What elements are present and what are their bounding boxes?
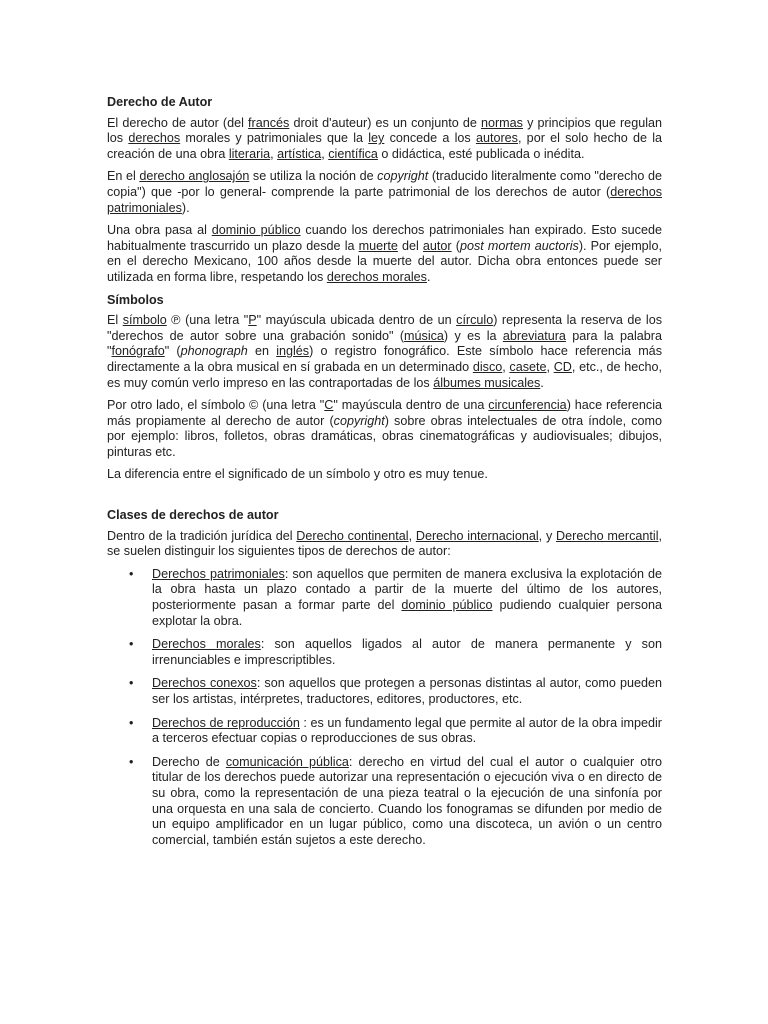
text-run: : son aquellos ligados al autor de manera permanente y son irrenunciables e imprescriptibles. bbox=[152, 637, 662, 667]
link-derechos-morales[interactable]: Derechos morales bbox=[152, 637, 261, 652]
text-run: ) representa la reserva de los "derechos de autor sobre una grabación sonido" ( bbox=[107, 313, 663, 343]
text-run: , bbox=[502, 359, 510, 374]
bullet-icon: • bbox=[129, 715, 134, 730]
text-run: o didáctica, esté publicada o inédita. bbox=[377, 146, 585, 161]
link-c[interactable]: C bbox=[324, 398, 334, 413]
text-run: , bbox=[270, 146, 278, 161]
text-run: . bbox=[540, 375, 544, 390]
text-run: Dentro de la tradición jurídica del bbox=[107, 528, 297, 543]
text-run: , y bbox=[538, 528, 557, 543]
paragraph-clases-intro bbox=[107, 529, 662, 560]
link-derechos-conexos[interactable]: Derechos conexos bbox=[152, 676, 257, 691]
paragraph-definicion bbox=[107, 116, 662, 163]
section-spacer bbox=[107, 490, 662, 508]
link-dominio-publico[interactable]: dominio público bbox=[211, 223, 301, 238]
bullet-icon: • bbox=[129, 754, 134, 769]
link-autor[interactable]: autor bbox=[422, 238, 452, 253]
text-run: : son aquellos que permiten de manera exclusiva la explotación de la obra hasta un plazo contado a partir de la muerte del último de los autores, posteriormente pasan a formar parte del bbox=[152, 566, 662, 613]
text-run: Por otro lado, el símbolo © (una letra " bbox=[107, 398, 325, 413]
text-run: Derecho de bbox=[152, 754, 226, 769]
paragraph-simbolo-c bbox=[107, 398, 662, 460]
text-run: concede a los bbox=[384, 131, 476, 146]
list-tipos-derechos bbox=[107, 567, 662, 849]
link-derechos[interactable]: derechos bbox=[128, 131, 181, 146]
term-phonograph: phonograph bbox=[180, 344, 248, 359]
link-circunferencia[interactable]: circunferencia bbox=[488, 398, 567, 413]
list-item bbox=[107, 755, 662, 849]
term-copyright: copyright bbox=[333, 413, 385, 428]
paragraph-simbolo-p bbox=[107, 313, 662, 391]
text-run: , se suelen distinguir los siguientes tipos de derechos de autor: bbox=[107, 528, 663, 559]
text-run: en bbox=[247, 344, 277, 359]
text-run: y principios que regulan los bbox=[107, 115, 663, 146]
text-run: El bbox=[107, 313, 123, 328]
text-run: , bbox=[321, 146, 329, 161]
list-item bbox=[107, 676, 662, 707]
link-cientifica[interactable]: científica bbox=[328, 146, 378, 161]
link-albumes-musicales[interactable]: álbumes musicales bbox=[433, 375, 541, 390]
document-content bbox=[107, 95, 662, 856]
bullet-icon: • bbox=[129, 637, 134, 652]
term-copyright: copyright bbox=[377, 169, 429, 184]
link-abreviatura[interactable]: abreviatura bbox=[502, 328, 566, 343]
link-simbolo[interactable]: símbolo bbox=[122, 313, 167, 328]
text-run: (traducido literalmente como "derecho de copia") que -por lo general- comprende la parte patrimonial de los derechos de autor ( bbox=[107, 169, 662, 199]
link-ingles[interactable]: inglés bbox=[276, 344, 310, 359]
list-item bbox=[107, 567, 662, 629]
link-derecho-internacional[interactable]: Derecho internacional bbox=[415, 528, 539, 543]
link-fonografo[interactable]: fonógrafo bbox=[111, 344, 165, 359]
text-run: " mayúscula ubicada dentro de un bbox=[256, 313, 457, 328]
link-derechos-patrimoniales[interactable]: derechos patrimoniales bbox=[107, 184, 662, 215]
link-literaria[interactable]: literaria bbox=[228, 146, 271, 161]
list-item bbox=[107, 637, 662, 668]
link-cd[interactable]: CD bbox=[553, 359, 572, 374]
text-run: En el bbox=[107, 169, 140, 184]
text-run: " ( bbox=[164, 344, 181, 359]
link-muerte[interactable]: muerte bbox=[358, 238, 398, 253]
text-run: se utiliza la noción de bbox=[249, 169, 378, 184]
text-run: , por el solo hecho de la creación de una obra bbox=[107, 131, 662, 161]
text-run: : es un fundamento legal que permite al autor de la obra impedir a terceros efectuar copias o reproducciones de sus obras. bbox=[152, 715, 662, 746]
link-derecho-continental[interactable]: Derecho continental bbox=[296, 528, 409, 543]
link-ley[interactable]: ley bbox=[368, 131, 385, 146]
link-casete[interactable]: casete bbox=[509, 359, 547, 374]
paragraph-diferencia: La diferencia entre el significado de un símbolo y otro es muy tenue. bbox=[107, 467, 488, 482]
text-run: Una obra pasa al bbox=[107, 223, 212, 238]
text-run: para la palabra " bbox=[107, 328, 662, 359]
text-run: ℗ (una letra " bbox=[166, 313, 249, 328]
text-run: droit d'auteur) es un conjunto de bbox=[289, 115, 481, 130]
text-run: , etc., de hecho, es muy común verlo impreso en las contraportadas de los bbox=[107, 359, 663, 390]
text-run: El derecho de autor (del bbox=[107, 115, 249, 130]
link-artistica[interactable]: artística bbox=[277, 146, 322, 161]
link-autores[interactable]: autores bbox=[475, 131, 518, 146]
link-p[interactable]: P bbox=[248, 313, 257, 328]
bullet-icon: • bbox=[129, 676, 134, 691]
text-run: ) hace referencia más propiamente al derecho de autor ( bbox=[107, 398, 663, 428]
text-run: ) o registro fonográfico. Este símbolo hace referencia más directamente a la obra musical en sí grabada en un determinado bbox=[107, 344, 662, 374]
text-run: ( bbox=[451, 238, 460, 253]
text-run: , bbox=[408, 528, 416, 543]
text-run: ) sobre obras intelectuales de otra índole, como por ejemplo: libros, folletos, obras dramáticas, obras cinematográficas y audiovisuales; dibujos, pinturas etc. bbox=[107, 413, 662, 459]
link-musica[interactable]: música bbox=[404, 328, 444, 343]
text-run: " mayúscula dentro de una bbox=[333, 398, 489, 413]
text-run: pudiendo cualquier persona explotar la obra. bbox=[152, 598, 662, 628]
link-frances[interactable]: francés bbox=[248, 115, 290, 130]
link-comunicacion-publica[interactable]: comunicación pública bbox=[225, 754, 349, 769]
text-run: : son aquellos que protegen a personas distintas al autor, como pueden ser los artistas, intérpretes, traductores, editores, productores, etc. bbox=[152, 676, 662, 706]
term-post-mortem: post mortem auctoris bbox=[459, 238, 579, 253]
link-derecho-mercantil[interactable]: Derecho mercantil bbox=[556, 528, 659, 543]
heading-derecho-de-autor: Derecho de Autor bbox=[107, 95, 213, 109]
text-run: morales y patrimoniales que la bbox=[180, 131, 369, 146]
text-run: , bbox=[546, 359, 554, 374]
link-dominio-publico[interactable]: dominio público bbox=[401, 598, 493, 613]
link-derechos-reproduccion[interactable]: Derechos de reproducción bbox=[152, 715, 300, 730]
link-derecho-anglosajon[interactable]: derecho anglosajón bbox=[139, 169, 250, 184]
text-run: del bbox=[397, 238, 423, 253]
text-run: ). bbox=[181, 200, 190, 215]
link-derechos-patrimoniales[interactable]: Derechos patrimoniales bbox=[152, 566, 285, 581]
text-run: : derecho en virtud del cual el autor o cualquier otro titular de los derechos puede autorizar una representación o ejecución viva o en directo de su obra, como la representación de una pieza teatral o la ejecución de una sinfonía por una orquesta en una sala de concierto. Cuando los fonogramas se difunden por medio de un equipo amplificador en un lugar público, como una discoteca, un avión o un centro comercial, también están sujetos a este derecho. bbox=[152, 754, 663, 847]
link-disco[interactable]: disco bbox=[472, 359, 503, 374]
paragraph-dominio-publico bbox=[107, 223, 662, 285]
list-item bbox=[107, 716, 662, 747]
link-circulo[interactable]: círculo bbox=[456, 313, 494, 328]
text-run: ). Por ejemplo, en el derecho Mexicano, 100 años desde la muerte del autor. Dicha obra entonces puede ser utilizada en forma libre, respetando los bbox=[107, 238, 662, 284]
heading-clases-derechos: Clases de derechos de autor bbox=[107, 508, 279, 523]
link-derechos-morales[interactable]: derechos morales bbox=[326, 269, 427, 284]
text-run: ) y es la bbox=[443, 328, 503, 343]
link-normas[interactable]: normas bbox=[480, 115, 523, 130]
heading-simbolos: Símbolos bbox=[107, 292, 164, 307]
bullet-icon: • bbox=[129, 566, 134, 581]
text-run: cuando los derechos patrimoniales han expirado. Esto sucede habitualmente trascurrido un plazo desde la bbox=[107, 223, 662, 253]
paragraph-copyright bbox=[107, 169, 662, 216]
text-run: . bbox=[426, 269, 431, 284]
